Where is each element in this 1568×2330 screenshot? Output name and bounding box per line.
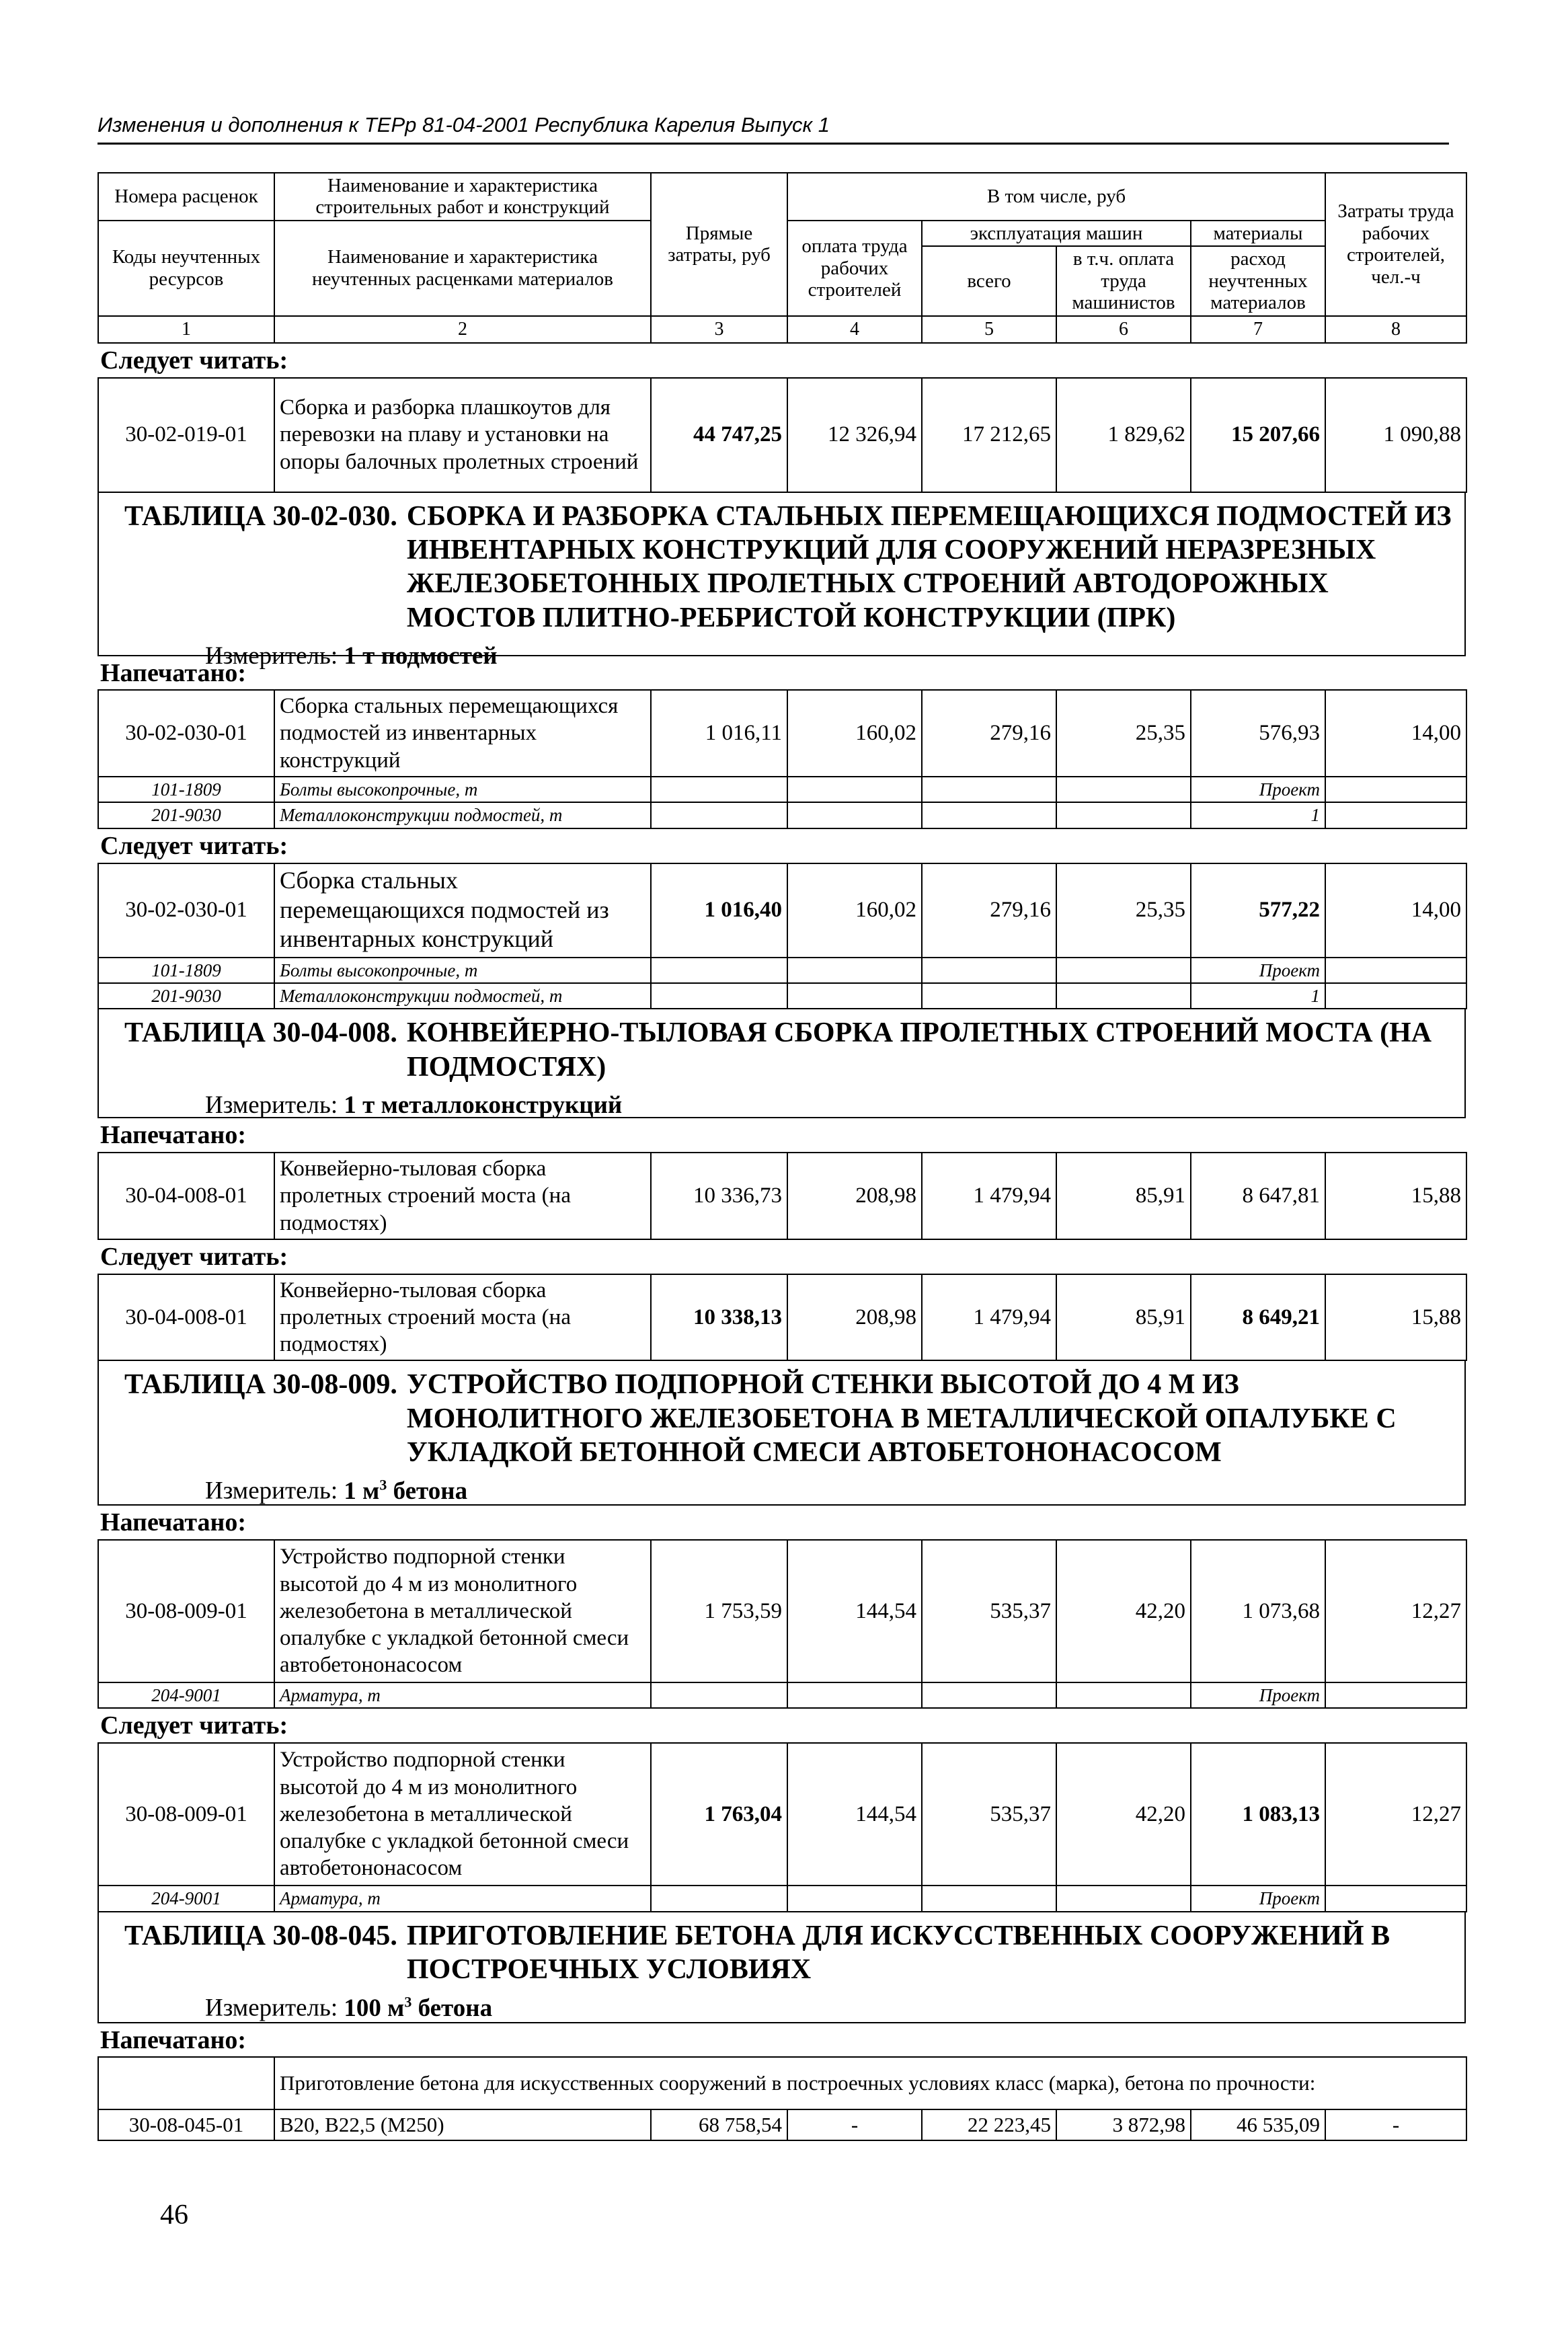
header-num-7: 7 — [1191, 316, 1325, 343]
machinist-wages: 1 829,62 — [1056, 378, 1191, 492]
read-label: Следует читать: — [100, 346, 288, 375]
header-col2-bottom: Наименование и характеристика неучтенных расценками материалов — [274, 221, 651, 316]
read-label: Следует читать: — [100, 1711, 288, 1740]
resource-code: 201-9030 — [98, 983, 274, 1009]
header-col2-top: Наименование и характеристика строительных работ и конструкций — [274, 173, 651, 221]
labor-hours: 12,27 — [1325, 1743, 1466, 1886]
resource-amount: Проект — [1191, 777, 1325, 802]
header-col8: Затраты труда рабочих строителей, чел.-ч — [1325, 173, 1466, 316]
table-number: ТАБЛИЦА 30-08-045. — [124, 1920, 397, 1951]
direct-costs: 1 016,40 — [651, 863, 787, 958]
machines-total: 535,37 — [922, 1540, 1056, 1682]
labor-hours: 14,00 — [1325, 863, 1466, 958]
resource-amount: 1 — [1191, 802, 1325, 828]
direct-costs: 10 336,73 — [651, 1153, 787, 1239]
resource-name: Болты высокопрочные, т — [274, 777, 651, 802]
machinist-wages: 42,20 — [1056, 1540, 1191, 1682]
resource-amount: Проект — [1191, 1682, 1325, 1708]
labor-wages: 160,02 — [787, 863, 922, 958]
labor-wages: 208,98 — [787, 1153, 922, 1239]
rate-description: Конвейерно-тыловая сборка пролетных строений моста (на подмостях) — [274, 1153, 651, 1239]
header-num-3: 3 — [651, 316, 787, 343]
table-heading-30-08-045 — [97, 1912, 1466, 2023]
direct-costs: 44 747,25 — [651, 378, 787, 492]
rate-code: 30-04-008-01 — [98, 1153, 274, 1239]
measure-unit: Измеритель: 1 $м^3$ бетона — [205, 1476, 468, 1505]
rate-description: Сборка стальных перемещающихся подмостей из инвентарных конструкций — [274, 863, 651, 958]
rate-description: Сборка стальных перемещающихся подмостей из инвентарных конструкций — [274, 690, 651, 777]
rate-description: В20, В22,5 (М250) — [274, 2109, 651, 2140]
direct-costs: 1 016,11 — [651, 690, 787, 777]
rate-description: Конвейерно-тыловая сборка пролетных строений моста (на подмостях) — [274, 1274, 651, 1361]
materials: 577,22 — [1191, 863, 1325, 958]
direct-costs: 1 763,04 — [651, 1743, 787, 1886]
labor-hours: 1 090,88 — [1325, 378, 1466, 492]
header-col1-bottom: Коды неучтенных ресурсов — [98, 221, 274, 316]
header-materials: материалы — [1191, 221, 1325, 246]
rate-code: 30-08-045-01 — [98, 2109, 274, 2140]
table-number: ТАБЛИЦА 30-08-009. — [124, 1369, 397, 1401]
table-heading-30-02-030 — [97, 493, 1466, 670]
labor-hours: 14,00 — [1325, 690, 1466, 777]
rate-code: 30-02-030-01 — [98, 690, 274, 777]
header-col1-top: Номера расценок — [98, 173, 274, 221]
resource-name: Арматура, т — [274, 1682, 651, 1708]
rate-code: 30-08-009-01 — [98, 1743, 274, 1886]
header-num-5: 5 — [922, 316, 1056, 343]
table-title: ПРИГОТОВЛЕНИЕ БЕТОНА ДЛЯ ИСКУССТВЕННЫХ СООРУЖЕНИЙ В ПОСТРОЕЧНЫХ УСЛОВИЯХ — [406, 1920, 1390, 1985]
materials: 15 207,66 — [1191, 378, 1325, 492]
machinist-wages: 25,35 — [1056, 863, 1191, 958]
resource-code: 101-1809 — [98, 777, 274, 802]
document-body — [97, 172, 1466, 2141]
resource-name: Арматура, т — [274, 1886, 651, 1911]
labor-wages: - — [787, 2109, 922, 2140]
resource-amount: Проект — [1191, 958, 1325, 983]
rate-code: 30-02-019-01 — [98, 378, 274, 492]
rate-table-30-08-045-printed — [97, 2056, 1467, 2141]
materials: 8 647,81 — [1191, 1153, 1325, 1239]
header-num-4: 4 — [787, 316, 922, 343]
header-num-8: 8 — [1325, 316, 1466, 343]
rate-code: 30-02-030-01 — [98, 863, 274, 958]
rate-table-30-02-030-read — [97, 863, 1467, 1010]
rate-table-30-02-019-read — [97, 377, 1467, 493]
labor-wages: 160,02 — [787, 690, 922, 777]
rate-description: Устройство подпорной стенки высотой до 4 м из монолитного железобетона в металлической опалубке с укладкой бетонной смеси автобетононасосом — [274, 1743, 651, 1886]
header-num-1: 1 — [98, 316, 274, 343]
header-machines: эксплуатация машин — [922, 221, 1191, 246]
table-heading-30-08-009 — [97, 1361, 1466, 1506]
table-number: ТАБЛИЦА 30-04-008. — [124, 1017, 397, 1049]
direct-costs: 10 338,13 — [651, 1274, 787, 1361]
read-label: Следует читать: — [100, 831, 288, 860]
labor-wages: 12 326,94 — [787, 378, 922, 492]
materials: 576,93 — [1191, 690, 1325, 777]
labor-hours: 15,88 — [1325, 1153, 1466, 1239]
machines-total: 22 223,45 — [922, 2109, 1056, 2140]
table-number: ТАБЛИЦА 30-02-030. — [124, 500, 397, 532]
machines-total: 279,16 — [922, 863, 1056, 958]
running-header: Изменения и дополнения к ТЕРр 81-04-2001 Республика Карелия Выпуск 1 — [97, 113, 1449, 145]
rate-code: 30-08-009-01 — [98, 1540, 274, 1682]
machinist-wages: 85,91 — [1056, 1274, 1191, 1361]
page-number: 46 — [160, 2200, 188, 2230]
measure-unit: Измеритель: 1 т подмостей — [205, 642, 498, 670]
group-intro: Приготовление бетона для искусственных сооружений в построечных условиях класс (марка), бетона по прочности: — [274, 2057, 1466, 2109]
header-col5: всего — [922, 246, 1056, 315]
table-title: УСТРОЙСТВО ПОДПОРНОЙ СТЕНКИ ВЫСОТОЙ ДО 4 М ИЗ МОНОЛИТНОГО ЖЕЛЕЗОБЕТОНА В МЕТАЛЛИЧЕСКОЙ ОПАЛУБКЕ С УКЛАДКОЙ БЕТОННОЙ СМЕСИ АВТОБЕТОНОНАСОСОМ — [406, 1369, 1397, 1469]
direct-costs: 68 758,54 — [651, 2109, 787, 2140]
header-col6: в т.ч. оплата труда машинистов — [1056, 246, 1191, 315]
header-num-6: 6 — [1056, 316, 1191, 343]
column-header-table — [97, 172, 1467, 344]
header-col3: Прямые затраты, руб — [651, 173, 787, 316]
table-heading-30-04-008 — [97, 1009, 1466, 1118]
labor-wages: 144,54 — [787, 1743, 922, 1886]
printed-label: Напечатано: — [100, 1508, 246, 1537]
machines-total: 535,37 — [922, 1743, 1056, 1886]
rate-table-30-04-008-read — [97, 1274, 1467, 1362]
resource-code: 201-9030 — [98, 802, 274, 828]
rate-table-30-04-008-printed — [97, 1152, 1467, 1240]
machinist-wages: 42,20 — [1056, 1743, 1191, 1886]
resource-amount: 1 — [1191, 983, 1325, 1009]
machines-total: 279,16 — [922, 690, 1056, 777]
rate-table-30-08-009-read — [97, 1742, 1467, 1912]
header-num-2: 2 — [274, 316, 651, 343]
machines-total: 17 212,65 — [922, 378, 1056, 492]
table-title: СБОРКА И РАЗБОРКА СТАЛЬНЫХ ПЕРЕМЕЩАЮЩИХСЯ ПОДМОСТЕЙ ИЗ ИНВЕНТАРНЫХ КОНСТРУКЦИЙ ДЛЯ СООРУЖЕНИЙ НЕРАЗРЕЗНЫХ ЖЕЛЕЗОБЕТОННЫХ ПРОЛЕТНЫХ СТРОЕНИЙ АВТОДОРОЖНЫХ МОСТОВ ПЛИТНО-РЕБРИСТОЙ КОНСТРУКЦИИ (ПРК) — [406, 500, 1452, 633]
read-label: Следует читать: — [100, 1242, 288, 1271]
table-title: КОНВЕЙЕРНО-ТЫЛОВАЯ СБОРКА ПРОЛЕТНЫХ СТРОЕНИЙ МОСТА (НА ПОДМОСТЯХ) — [406, 1017, 1432, 1083]
labor-hours: 15,88 — [1325, 1274, 1466, 1361]
labor-hours: 12,27 — [1325, 1540, 1466, 1682]
materials: 1 083,13 — [1191, 1743, 1325, 1886]
rate-code: 30-04-008-01 — [98, 1274, 274, 1361]
direct-costs: 1 753,59 — [651, 1540, 787, 1682]
machines-total: 1 479,94 — [922, 1153, 1056, 1239]
materials: 46 535,09 — [1191, 2109, 1325, 2140]
rate-description: Устройство подпорной стенки высотой до 4 м из монолитного железобетона в металлической опалубке с укладкой бетонной смеси автобетононасосом — [274, 1540, 651, 1682]
machinist-wages: 85,91 — [1056, 1153, 1191, 1239]
header-group: В том числе, руб — [787, 173, 1325, 221]
machines-total: 1 479,94 — [922, 1274, 1056, 1361]
resource-amount: Проект — [1191, 1886, 1325, 1911]
printed-label: Напечатано: — [100, 658, 246, 687]
printed-label: Напечатано: — [100, 1121, 246, 1150]
resource-code: 101-1809 — [98, 958, 274, 983]
labor-wages: 208,98 — [787, 1274, 922, 1361]
labor-wages: 144,54 — [787, 1540, 922, 1682]
resource-code: 204-9001 — [98, 1886, 274, 1911]
materials: 8 649,21 — [1191, 1274, 1325, 1361]
resource-name: Болты высокопрочные, т — [274, 958, 651, 983]
resource-name: Металлоконструкции подмостей, т — [274, 802, 651, 828]
resource-name: Металлоконструкции подмостей, т — [274, 983, 651, 1009]
printed-label: Напечатано: — [100, 2025, 246, 2054]
materials: 1 073,68 — [1191, 1540, 1325, 1682]
resource-code: 204-9001 — [98, 1682, 274, 1708]
measure-unit: Измеритель: 100 $м^3$ бетона — [205, 1993, 493, 2022]
rate-description: Сборка и разборка плашкоутов для перевозки на плаву и установки на опоры балочных пролетных строений — [274, 378, 651, 492]
labor-hours: - — [1325, 2109, 1466, 2140]
machinist-wages: 3 872,98 — [1056, 2109, 1191, 2140]
machinist-wages: 25,35 — [1056, 690, 1191, 777]
header-col7: расход неучтенных материалов — [1191, 246, 1325, 315]
measure-unit: Измеритель: 1 т металлоконструкций — [205, 1091, 623, 1120]
rate-table-30-08-009-printed — [97, 1539, 1467, 1709]
rate-table-30-02-030-printed — [97, 689, 1467, 829]
header-col4: оплата труда рабочих строителей — [787, 221, 922, 316]
